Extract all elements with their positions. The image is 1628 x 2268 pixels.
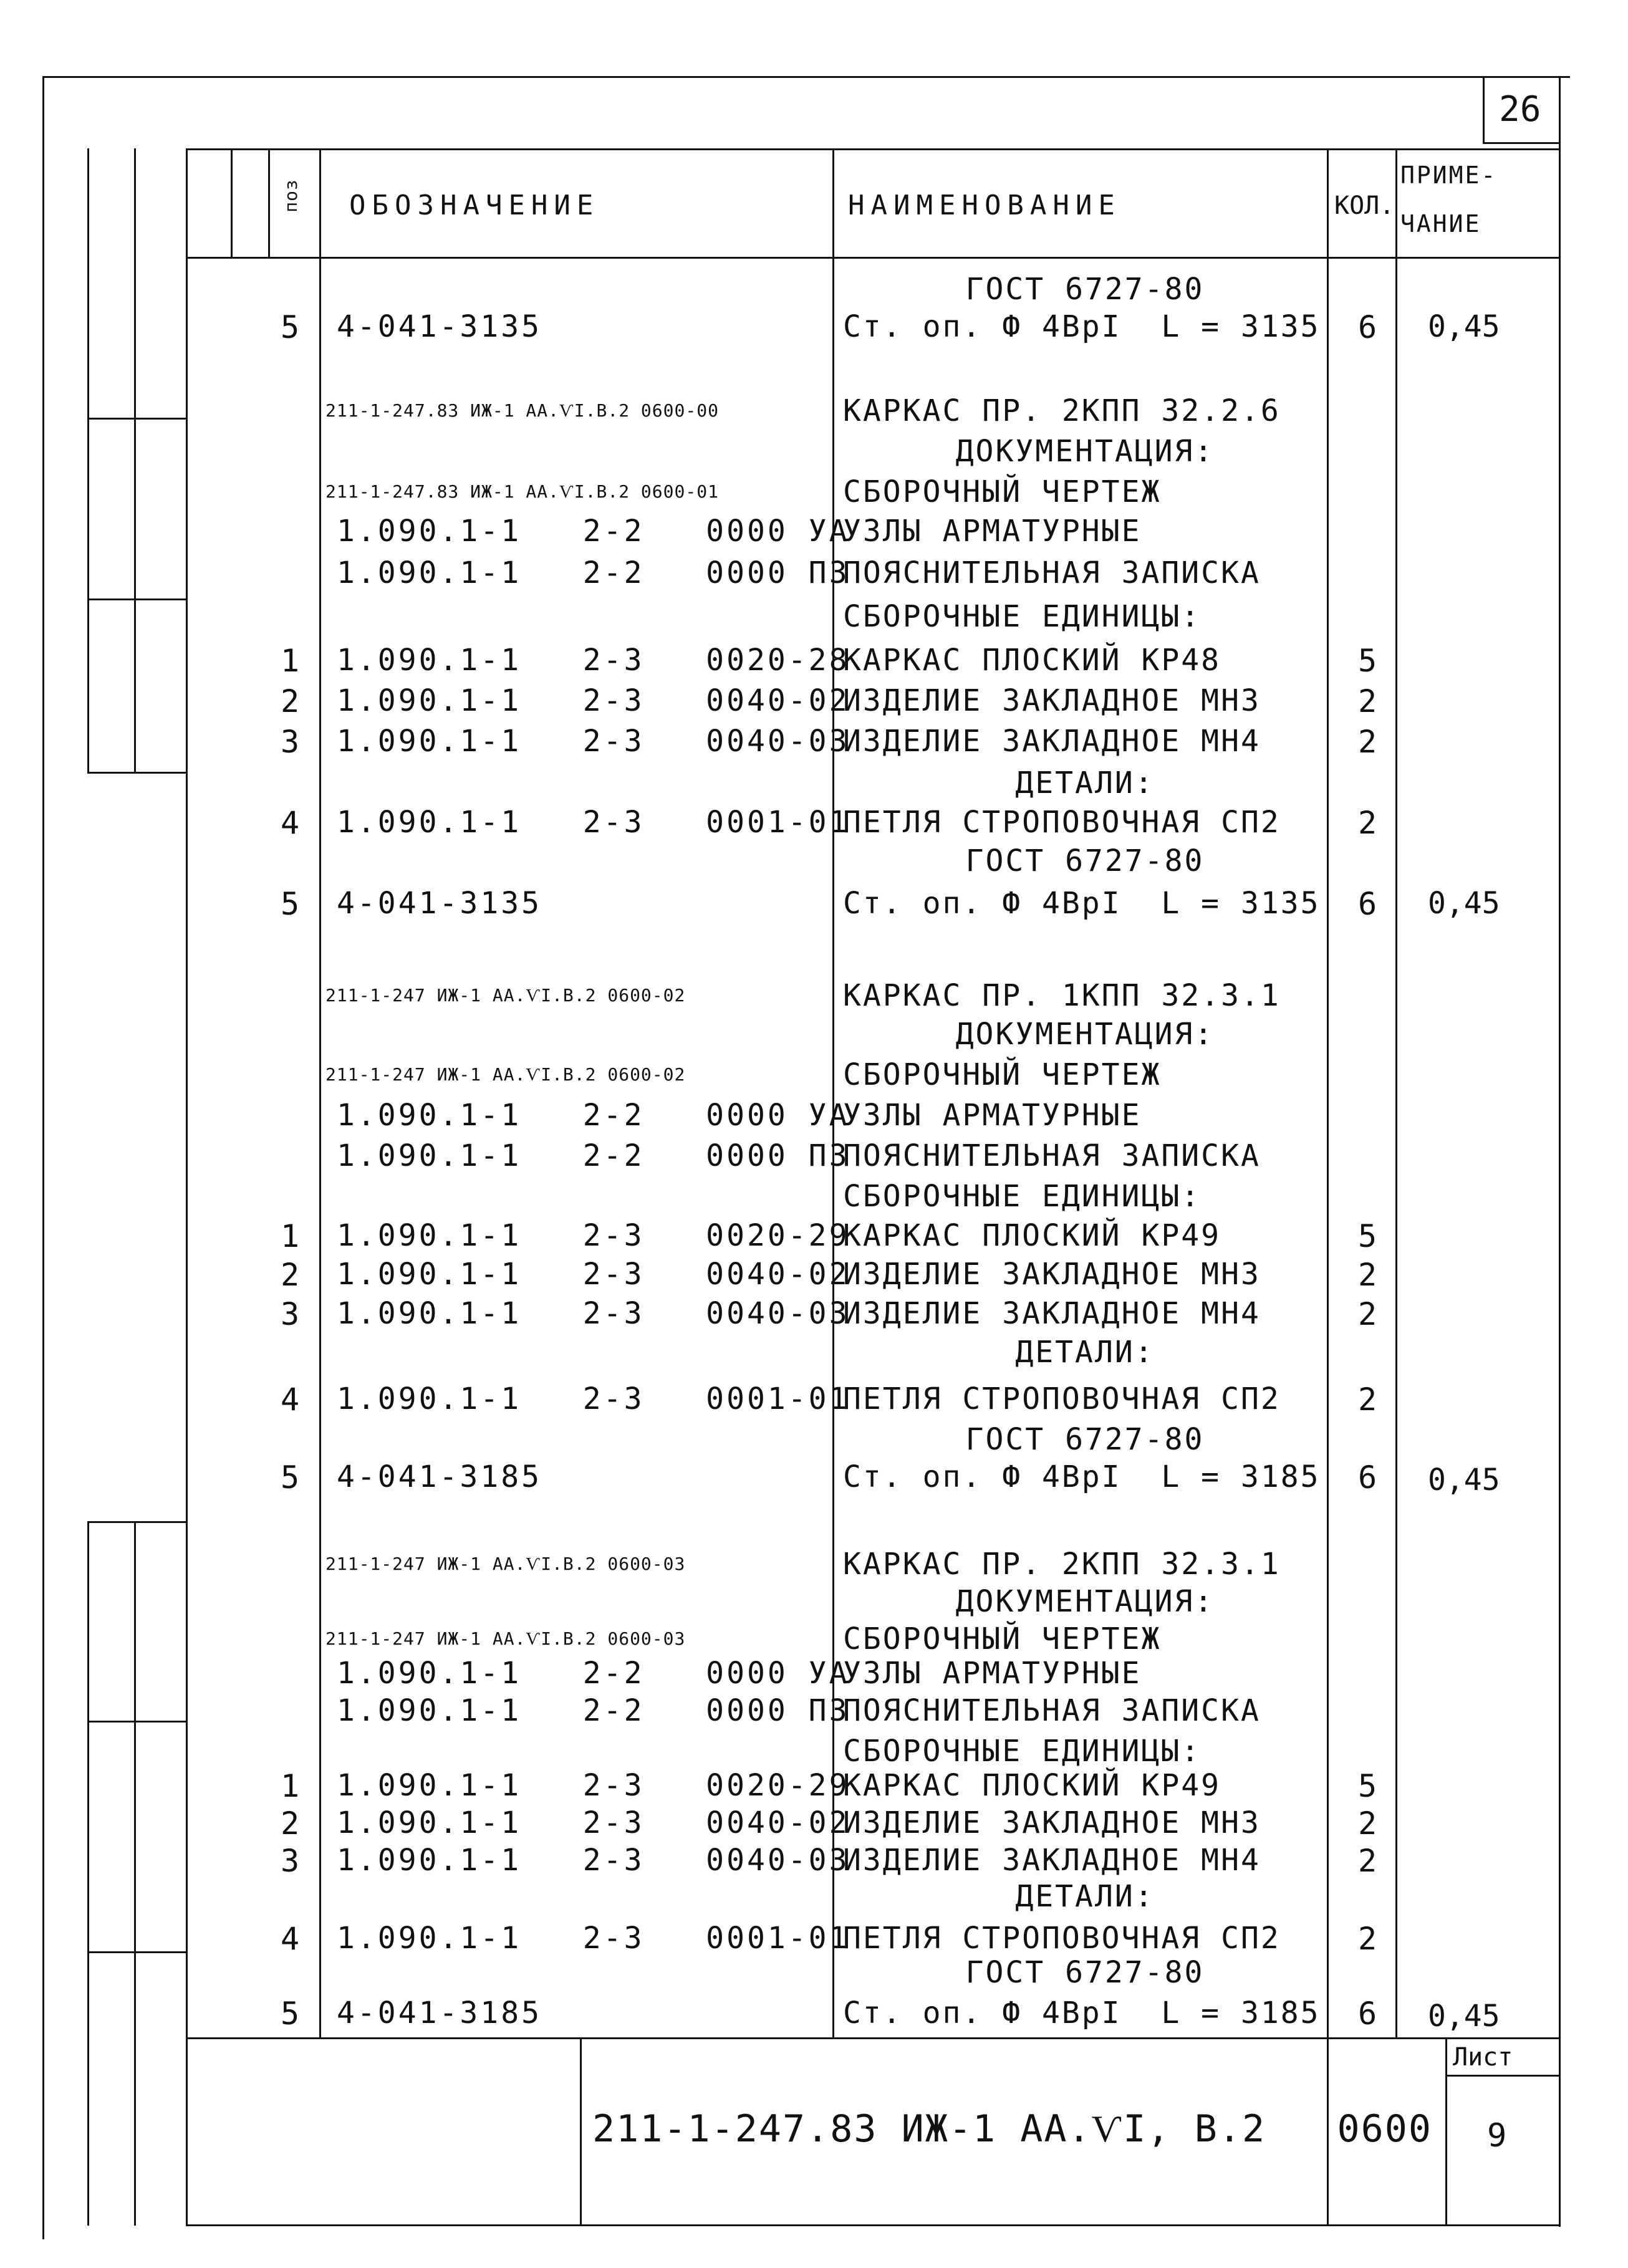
col-line-b xyxy=(268,148,270,258)
row-37-pos: 3 xyxy=(281,1843,300,1879)
row-5-designation: 211-1-247.83 ИЖ-1 АА.ѴI.В.2 0600-01 xyxy=(325,481,719,502)
row-32-name: УЗЛЫ АРМАТУРНЫЕ xyxy=(843,1656,1142,1691)
row-24-designation: 1.090.1-1 2-3 0040-03 xyxy=(337,1296,850,1331)
row-23-pos: 2 xyxy=(281,1257,300,1293)
title-block-code: 211-1-247.83 ИЖ-1 АА.ѴI, В.2 0600 xyxy=(592,2107,1432,2151)
row-37-qty: 2 xyxy=(1358,1843,1377,1879)
row-22-designation: 1.090.1-1 2-3 0020-29 xyxy=(337,1218,850,1253)
row-2-pos: 5 xyxy=(281,309,300,345)
row-8-name: СБОРОЧНЫЕ ЕДИНИЦЫ: xyxy=(843,599,1202,634)
top-border xyxy=(42,76,1570,78)
row-18-name: СБОРОЧНЫЙ ЧЕРТЕЖ xyxy=(843,1057,1162,1092)
row-6-name: УЗЛЫ АРМАТУРНЫЕ xyxy=(843,514,1142,549)
row-7-designation: 1.090.1-1 2-2 0000 ПЗ xyxy=(337,555,850,590)
row-40-name: ГОСТ 6727-80 xyxy=(965,1955,1205,1990)
row-29-designation: 211-1-247 ИЖ-1 АА.ѴI.В.2 0600-03 xyxy=(325,1554,686,1574)
row-13-pos: 4 xyxy=(281,805,300,841)
row-41-designation: 4-041-3185 xyxy=(337,1996,542,2030)
row-41-note: 0,45 xyxy=(1428,1999,1500,2034)
row-24-qty: 2 xyxy=(1358,1296,1377,1332)
row-38-name: ДЕТАЛИ: xyxy=(1015,1879,1155,1914)
row-33-designation: 1.090.1-1 2-2 0000 ПЗ xyxy=(337,1693,850,1728)
col-line-designation xyxy=(832,148,834,2039)
row-15-name: Ст. оп. Ф 4ВрI L = 3135 xyxy=(843,886,1321,921)
title-block-left-line xyxy=(580,2037,582,2226)
row-19-designation: 1.090.1-1 2-2 0000 УА xyxy=(337,1098,850,1133)
row-35-pos: 1 xyxy=(281,1768,300,1804)
table-bottom-line xyxy=(186,2224,1561,2226)
row-41-name: Ст. оп. Ф 4ВрI L = 3185 xyxy=(843,1996,1321,2030)
row-3-designation: 211-1-247.83 ИЖ-1 АА.ѴI.В.2 0600-00 xyxy=(325,400,719,421)
header-name: НАИМЕНОВАНИЕ xyxy=(848,190,1121,221)
row-10-designation: 1.090.1-1 2-3 0040-02 xyxy=(337,683,850,718)
row-9-designation: 1.090.1-1 2-3 0020-28 xyxy=(337,643,850,678)
left-stub-c xyxy=(87,1521,89,2226)
row-21-name: СБОРОЧНЫЕ ЕДИНИЦЫ: xyxy=(843,1179,1202,1214)
header-note-line2: ЧАНИЕ xyxy=(1400,210,1481,238)
row-37-designation: 1.090.1-1 2-3 0040-03 xyxy=(337,1843,850,1878)
header-designation: ОБОЗНАЧЕНИЕ xyxy=(349,190,600,221)
row-16-name: КАРКАС ПР. 1КПП 32.3.1 xyxy=(843,978,1281,1013)
sheet-box-left-line xyxy=(1445,2037,1447,2226)
row-36-pos: 2 xyxy=(281,1805,300,1842)
row-29-name: КАРКАС ПР. 2КПП 32.3.1 xyxy=(843,1547,1281,1582)
row-25-name: ДЕТАЛИ: xyxy=(1015,1335,1155,1370)
header-qty: КОЛ. xyxy=(1334,191,1395,220)
col-line-name xyxy=(1327,148,1329,2226)
row-15-designation: 4-041-3135 xyxy=(337,886,542,921)
row-28-note: 0,45 xyxy=(1428,1463,1500,1497)
row-26-qty: 2 xyxy=(1358,1381,1377,1418)
row-16-designation: 211-1-247 ИЖ-1 АА.ѴI.В.2 0600-02 xyxy=(325,985,686,1006)
sheet-number: 9 xyxy=(1487,2117,1507,2155)
row-30-name: ДОКУМЕНТАЦИЯ: xyxy=(955,1584,1215,1619)
header-bottom-line xyxy=(186,257,1561,259)
row-19-name: УЗЛЫ АРМАТУРНЫЕ xyxy=(843,1098,1142,1133)
row-27-name: ГОСТ 6727-80 xyxy=(965,1422,1205,1457)
row-9-qty: 5 xyxy=(1358,643,1377,679)
row-9-name: КАРКАС ПЛОСКИЙ КР48 xyxy=(843,643,1221,678)
left-stub-line-3 xyxy=(87,772,187,774)
left-stub-line-4 xyxy=(87,1521,187,1523)
row-31-name: СБОРОЧНЫЙ ЧЕРТЕЖ xyxy=(843,1622,1162,1656)
row-39-pos: 4 xyxy=(281,1921,300,1957)
row-10-name: ИЗДЕЛИЕ ЗАКЛАДНОЕ МН3 xyxy=(843,683,1261,718)
row-11-pos: 3 xyxy=(281,724,300,760)
left-stub-line-1 xyxy=(87,418,187,420)
row-26-pos: 4 xyxy=(281,1381,300,1418)
left-stub-line-6 xyxy=(87,1951,187,1953)
row-39-designation: 1.090.1-1 2-3 0001-01 xyxy=(337,1921,850,1956)
row-36-qty: 2 xyxy=(1358,1805,1377,1842)
row-17-name: ДОКУМЕНТАЦИЯ: xyxy=(955,1017,1215,1052)
row-36-designation: 1.090.1-1 2-3 0040-02 xyxy=(337,1805,850,1840)
col-line-qty xyxy=(1395,148,1397,2039)
row-24-pos: 3 xyxy=(281,1296,300,1332)
table-left-line xyxy=(186,148,188,2226)
row-15-pos: 5 xyxy=(281,886,300,922)
table-top-line xyxy=(186,148,1561,150)
row-22-pos: 1 xyxy=(281,1218,300,1254)
row-2-note: 0,45 xyxy=(1428,309,1500,344)
corner-box-left xyxy=(1483,76,1485,143)
left-stub-a xyxy=(87,148,89,772)
row-2-qty: 6 xyxy=(1358,309,1377,345)
header-note-line1: ПРИМЕ- xyxy=(1400,161,1498,189)
row-26-designation: 1.090.1-1 2-3 0001-01 xyxy=(337,1381,850,1416)
row-23-qty: 2 xyxy=(1358,1257,1377,1293)
sheet-box-mid-line xyxy=(1445,2075,1561,2077)
left-stub-b xyxy=(134,148,136,772)
row-3-name: КАРКАС ПР. 2КПП 32.2.6 xyxy=(843,393,1281,428)
left-stub-line-5 xyxy=(87,1721,187,1723)
row-10-pos: 2 xyxy=(281,683,300,719)
row-2-name: Ст. оп. Ф 4ВрI L = 3135 xyxy=(843,309,1321,344)
col-line-a xyxy=(231,148,233,258)
row-36-name: ИЗДЕЛИЕ ЗАКЛАДНОЕ МН3 xyxy=(843,1805,1261,1840)
row-28-designation: 4-041-3185 xyxy=(337,1459,542,1494)
row-32-designation: 1.090.1-1 2-2 0000 УА xyxy=(337,1656,850,1691)
row-39-qty: 2 xyxy=(1358,1921,1377,1957)
row-33-name: ПОЯСНИТЕЛЬНАЯ ЗАПИСКА xyxy=(843,1693,1261,1728)
row-15-note: 0,45 xyxy=(1428,886,1500,921)
row-35-designation: 1.090.1-1 2-3 0020-29 xyxy=(337,1768,850,1803)
row-9-pos: 1 xyxy=(281,643,300,679)
sheet-corner-number: 26 xyxy=(1499,89,1541,130)
row-7-name: ПОЯСНИТЕЛЬНАЯ ЗАПИСКА xyxy=(843,555,1261,590)
corner-box-bottom xyxy=(1483,142,1561,144)
row-22-name: КАРКАС ПЛОСКИЙ КР49 xyxy=(843,1218,1221,1253)
row-13-name: ПЕТЛЯ СТРОПОВОЧНАЯ СП2 xyxy=(843,805,1281,840)
row-10-qty: 2 xyxy=(1358,683,1377,719)
row-22-qty: 5 xyxy=(1358,1218,1377,1254)
sheet-label: Лист xyxy=(1453,2043,1513,2072)
row-28-name: Ст. оп. Ф 4ВрI L = 3185 xyxy=(843,1459,1321,1494)
row-26-name: ПЕТЛЯ СТРОПОВОЧНАЯ СП2 xyxy=(843,1381,1281,1416)
col-line-pos xyxy=(319,148,321,2039)
row-41-pos: 5 xyxy=(281,1996,300,2032)
row-13-designation: 1.090.1-1 2-3 0001-01 xyxy=(337,805,850,840)
header-pos: поз xyxy=(280,179,301,213)
row-20-name: ПОЯСНИТЕЛЬНАЯ ЗАПИСКА xyxy=(843,1138,1261,1173)
row-31-designation: 211-1-247 ИЖ-1 АА.ѴI.В.2 0600-03 xyxy=(325,1628,686,1649)
row-11-name: ИЗДЕЛИЕ ЗАКЛАДНОЕ МН4 xyxy=(843,724,1261,759)
row-41-qty: 6 xyxy=(1358,1996,1377,2032)
row-39-name: ПЕТЛЯ СТРОПОВОЧНАЯ СП2 xyxy=(843,1921,1281,1956)
row-2-designation: 4-041-3135 xyxy=(337,309,542,344)
row-13-qty: 2 xyxy=(1358,805,1377,841)
row-24-name: ИЗДЕЛИЕ ЗАКЛАДНОЕ МН4 xyxy=(843,1296,1261,1331)
outer-left-border xyxy=(42,76,44,2239)
row-11-designation: 1.090.1-1 2-3 0040-03 xyxy=(337,724,850,759)
right-border xyxy=(1559,76,1561,2227)
row-11-qty: 2 xyxy=(1358,724,1377,760)
row-12-name: ДЕТАЛИ: xyxy=(1015,766,1155,800)
title-block-top-line xyxy=(186,2037,1561,2039)
row-15-qty: 6 xyxy=(1358,886,1377,922)
row-34-name: СБОРОЧНЫЕ ЕДИНИЦЫ: xyxy=(843,1734,1202,1769)
row-18-designation: 211-1-247 ИЖ-1 АА.ѴI.В.2 0600-02 xyxy=(325,1064,686,1085)
row-23-name: ИЗДЕЛИЕ ЗАКЛАДНОЕ МН3 xyxy=(843,1257,1261,1292)
row-35-qty: 5 xyxy=(1358,1768,1377,1804)
row-28-pos: 5 xyxy=(281,1459,300,1496)
row-28-qty: 6 xyxy=(1358,1459,1377,1496)
row-4-name: ДОКУМЕНТАЦИЯ: xyxy=(955,434,1215,469)
row-20-designation: 1.090.1-1 2-2 0000 ПЗ xyxy=(337,1138,850,1173)
row-14-name: ГОСТ 6727-80 xyxy=(965,843,1205,878)
row-6-designation: 1.090.1-1 2-2 0000 УА xyxy=(337,514,850,549)
row-23-designation: 1.090.1-1 2-3 0040-02 xyxy=(337,1257,850,1292)
row-1-name: ГОСТ 6727-80 xyxy=(965,272,1205,307)
left-stub-d xyxy=(134,1521,136,2226)
row-35-name: КАРКАС ПЛОСКИЙ КР49 xyxy=(843,1768,1221,1803)
row-5-name: СБОРОЧНЫЙ ЧЕРТЕЖ xyxy=(843,474,1162,509)
left-stub-line-2 xyxy=(87,598,187,600)
row-37-name: ИЗДЕЛИЕ ЗАКЛАДНОЕ МН4 xyxy=(843,1843,1261,1878)
